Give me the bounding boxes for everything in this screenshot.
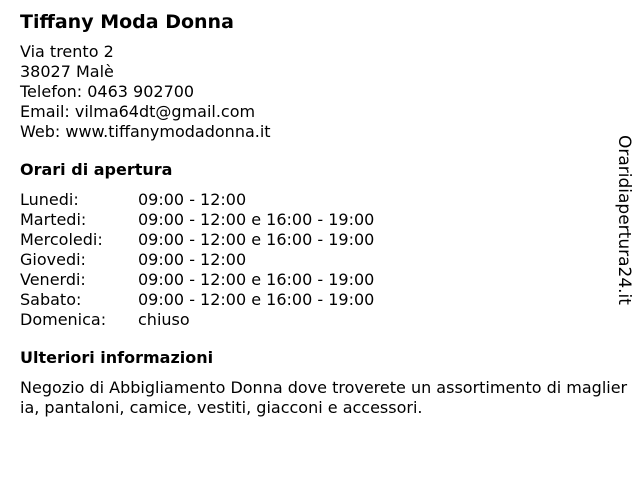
- day-hours: 09:00 - 12:00 e 16:00 - 19:00: [138, 230, 375, 249]
- day-label: Sabato:: [20, 290, 82, 309]
- day-label: Martedi:: [20, 210, 87, 229]
- day-label: Domenica:: [20, 310, 107, 329]
- more-info-heading: Ulteriori informazioni: [20, 348, 214, 367]
- day-hours: chiuso: [138, 310, 190, 329]
- street-address: Via trento 2: [20, 42, 114, 61]
- store-name: Tiffany Moda Donna: [20, 11, 234, 33]
- site-watermark: Oraridiapertura24.it: [614, 135, 634, 305]
- hours-row-sunday: [20, 310, 374, 330]
- opening-hours-heading: Orari di apertura: [20, 160, 173, 179]
- hours-row-wednesday: [20, 230, 374, 250]
- day-hours: 09:00 - 12:00 e 16:00 - 19:00: [138, 210, 375, 229]
- hours-row-saturday: [20, 290, 374, 310]
- day-label: Mercoledi:: [20, 230, 103, 249]
- day-hours: 09:00 - 12:00 e 16:00 - 19:00: [138, 270, 375, 289]
- hours-row-monday: [20, 190, 374, 210]
- email-line: Email: vilma64dt@gmail.com: [20, 102, 256, 121]
- hours-row-tuesday: [20, 210, 374, 230]
- phone-line: Telefon: 0463 902700: [20, 82, 195, 101]
- day-label: Venerdi:: [20, 270, 86, 289]
- address-block: [20, 42, 620, 142]
- day-label: Lunedi:: [20, 190, 79, 209]
- hours-row-friday: [20, 270, 374, 290]
- website-line: Web: www.tiffanymodadonna.it: [20, 122, 271, 141]
- store-description: Negozio di Abbigliamento Donna dove troverete un assortimento di maglieria, pantaloni, camice, vestiti, giacconi e accessori.: [20, 378, 628, 417]
- day-hours: 09:00 - 12:00: [138, 190, 247, 209]
- day-hours: 09:00 - 12:00 e 16:00 - 19:00: [138, 290, 375, 309]
- opening-hours-table: [20, 190, 374, 330]
- day-label: Giovedi:: [20, 250, 86, 269]
- city-line: 38027 Malè: [20, 62, 114, 81]
- day-hours: 09:00 - 12:00: [138, 250, 247, 269]
- hours-row-thursday: [20, 250, 374, 270]
